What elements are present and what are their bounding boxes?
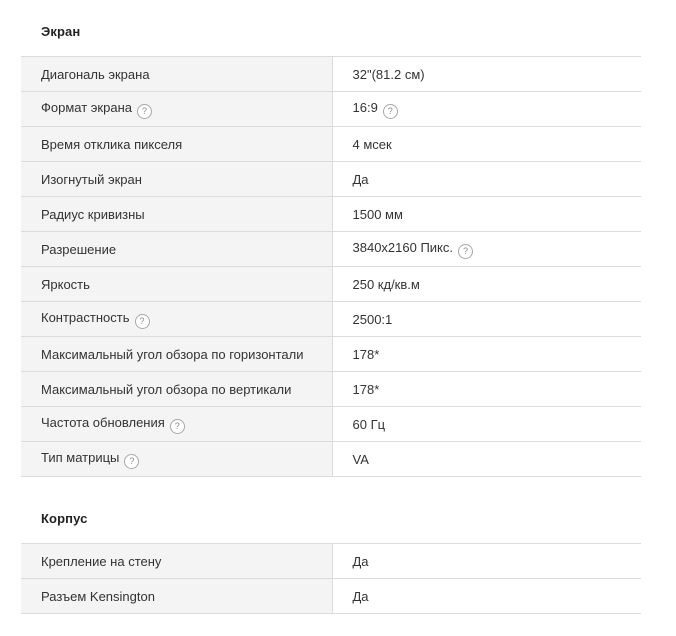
spec-name: Изогнутый экран bbox=[41, 171, 142, 187]
help-icon[interactable]: ? bbox=[124, 454, 139, 469]
spec-name-cell bbox=[21, 372, 332, 407]
table-row bbox=[21, 162, 641, 197]
spec-value-cell bbox=[332, 302, 641, 337]
spec-value-cell bbox=[332, 442, 641, 477]
spec-value-cell bbox=[332, 544, 641, 579]
spec-name-cell bbox=[21, 127, 332, 162]
spec-value-cell bbox=[332, 267, 641, 302]
spec-value: 4 мсек bbox=[352, 136, 392, 152]
spec-value-cell bbox=[332, 579, 641, 614]
section-title-body: Корпус bbox=[41, 511, 88, 526]
spec-value: Да bbox=[352, 588, 369, 604]
table-row bbox=[21, 57, 641, 92]
spec-value: 3840x2160 Пикс. bbox=[352, 239, 454, 255]
table-row bbox=[21, 92, 641, 127]
spec-name: Контрастность bbox=[41, 309, 130, 325]
spec-value-cell bbox=[332, 162, 641, 197]
spec-value-cell bbox=[332, 232, 641, 267]
spec-value: 60 Гц bbox=[352, 416, 386, 432]
spec-name-cell bbox=[21, 57, 332, 92]
spec-value: VA bbox=[352, 451, 369, 467]
table-row bbox=[21, 372, 641, 407]
table-row bbox=[21, 267, 641, 302]
spec-name: Тип матрицы bbox=[41, 449, 120, 465]
spec-value: 1500 мм bbox=[352, 206, 403, 222]
spec-value: 178* bbox=[352, 346, 380, 362]
spec-name-cell bbox=[21, 337, 332, 372]
help-icon[interactable]: ? bbox=[137, 104, 152, 119]
table-row bbox=[21, 544, 641, 579]
spec-name-cell bbox=[21, 302, 332, 337]
table-row bbox=[21, 197, 641, 232]
help-icon[interactable]: ? bbox=[135, 314, 150, 329]
help-icon[interactable]: ? bbox=[170, 419, 185, 434]
spec-name-cell bbox=[21, 544, 332, 579]
spec-name: Частота обновления bbox=[41, 414, 165, 430]
spec-name-cell bbox=[21, 162, 332, 197]
spec-value: 16:9 bbox=[352, 99, 378, 115]
section-title-screen: Экран bbox=[41, 24, 81, 39]
help-icon[interactable]: ? bbox=[458, 244, 473, 259]
spec-value: Да bbox=[352, 553, 369, 569]
spec-name: Крепление на стену bbox=[41, 553, 162, 569]
spec-value: 2500:1 bbox=[352, 311, 393, 327]
spec-value: 250 кд/кв.м bbox=[352, 276, 420, 292]
spec-name-cell bbox=[21, 442, 332, 477]
table-row bbox=[21, 127, 641, 162]
spec-value-cell bbox=[332, 197, 641, 232]
spec-name-cell bbox=[21, 407, 332, 442]
help-icon[interactable]: ? bbox=[383, 104, 398, 119]
table-row bbox=[21, 337, 641, 372]
spec-name: Максимальный угол обзора по вертикали bbox=[41, 381, 292, 397]
spec-name: Радиус кривизны bbox=[41, 206, 145, 222]
spec-name: Формат экрана bbox=[41, 99, 132, 115]
spec-name-cell bbox=[21, 197, 332, 232]
spec-name-cell bbox=[21, 232, 332, 267]
spec-value-cell bbox=[332, 407, 641, 442]
spec-name: Разъем Kensington bbox=[41, 588, 155, 604]
spec-name: Разрешение bbox=[41, 241, 117, 257]
spec-name: Яркость bbox=[41, 276, 90, 292]
table-row bbox=[21, 232, 641, 267]
spec-value: 178* bbox=[352, 381, 380, 397]
table-row bbox=[21, 442, 641, 477]
spec-value-cell bbox=[332, 127, 641, 162]
spec-value-cell bbox=[332, 372, 641, 407]
table-row bbox=[21, 302, 641, 337]
spec-value-cell bbox=[332, 57, 641, 92]
table-row bbox=[21, 407, 641, 442]
spec-name: Максимальный угол обзора по горизонтали bbox=[41, 346, 304, 362]
spec-name-cell bbox=[21, 267, 332, 302]
spec-value-cell bbox=[332, 337, 641, 372]
spec-name: Время отклика пикселя bbox=[41, 136, 183, 152]
spec-table-screen bbox=[21, 56, 641, 477]
spec-value: Да bbox=[352, 171, 369, 187]
spec-name-cell bbox=[21, 92, 332, 127]
table-row bbox=[21, 579, 641, 614]
spec-table-body bbox=[21, 543, 641, 614]
spec-name-cell bbox=[21, 579, 332, 614]
spec-value: 32"(81.2 см) bbox=[352, 66, 425, 82]
spec-name: Диагональ экрана bbox=[41, 66, 150, 82]
spec-value-cell bbox=[332, 92, 641, 127]
